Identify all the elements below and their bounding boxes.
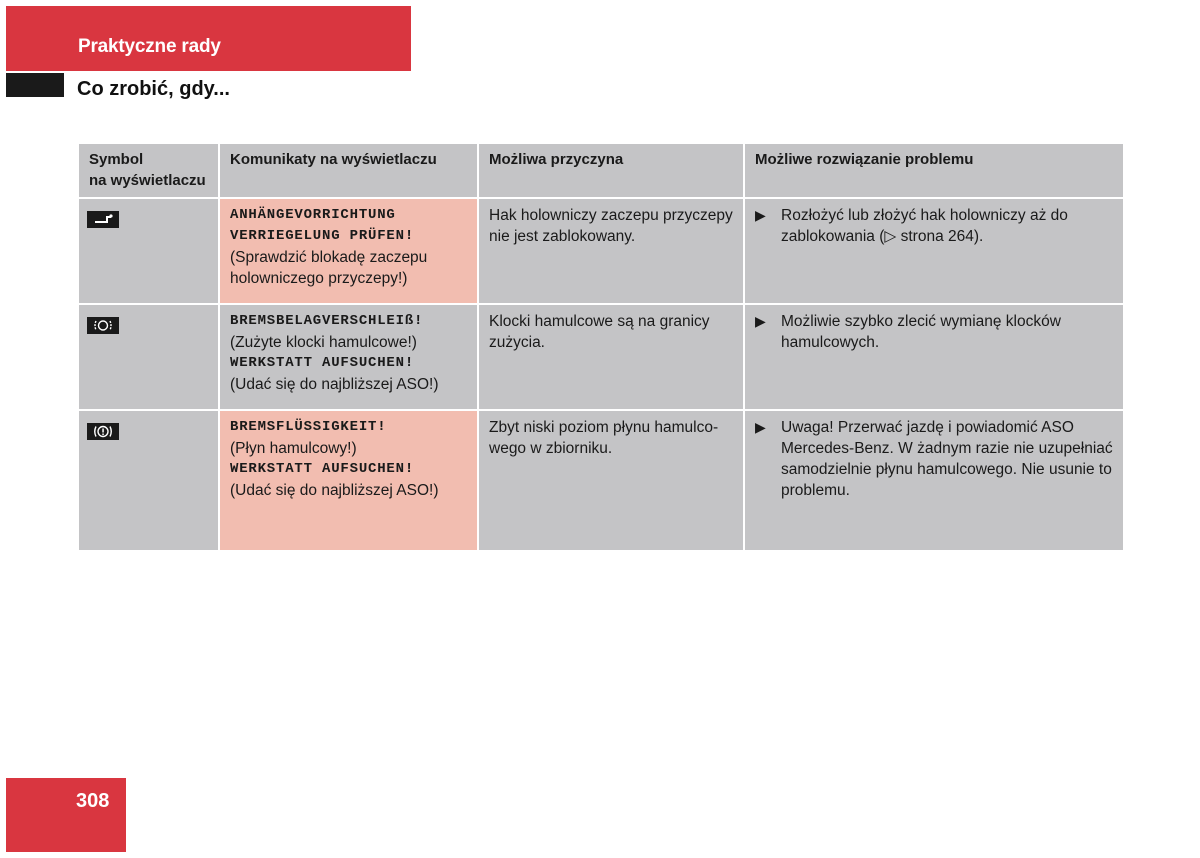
table-row [78,198,1124,304]
message-translation: (Sprawdzić blokadę zaczepu holowniczego przyczepy!) [230,249,428,287]
cause-cell: Hak holowniczy zaczepu przyczepy nie jest zablokowany. [478,198,744,304]
page-subtitle: Co zrobić, gdy... [77,78,230,100]
message-code: BREMSFLÜSSIGKEIT! [230,419,387,435]
subtitle-marker [6,73,64,97]
solution-cell [744,198,1124,304]
cause-cell: Zbyt niski poziom płynu hamulco-wego w zbiorniku. [478,410,744,551]
table-row [78,304,1124,410]
message-translation: (Zużyte klocki hamulcowe!) [230,334,417,351]
message-translation: (Płyn hamulcowy!) [230,440,357,457]
brake-warning-icon [87,423,119,440]
table-row [78,410,1124,551]
solution-text: Uwaga! Przerwać jazdę i powiadomić ASO Mercedes-Benz. W żadnym razie nie uzupełniać samodzielnie płynu hamulcowego. Nie usunie to problemu. [781,419,1113,499]
col-header-cause: Możliwa przyczyna [478,143,744,198]
solution-text: Rozłożyć lub złożyć hak holowniczy aż do zablokowania (▷ strona 264). [781,207,1068,245]
symbol-cell [78,198,219,304]
solution-cell [744,410,1124,551]
solution-cell [744,304,1124,410]
message-translation-2: (Udać się do najbliższej ASO!) [230,482,439,499]
message-cell [219,198,478,304]
message-code-2: WERKSTATT AUFSUCHEN! [230,355,415,371]
section-title: Praktyczne rady [78,36,221,57]
message-code-2: WERKSTATT AUFSUCHEN! [230,461,415,477]
trailer-hitch-icon [87,211,119,228]
message-code: ANHÄNGEVORRICHTUNG VERRIEGELUNG PRÜFEN! [230,207,415,244]
message-cell [219,410,478,551]
bullet-arrow-icon: ▶ [755,419,766,435]
message-code: BREMSBELAGVERSCHLEIß! [230,313,424,329]
symbol-cell [78,410,219,551]
cause-cell: Klocki hamulcowe są na granicy zużycia. [478,304,744,410]
message-translation-2: (Udać się do najbliższej ASO!) [230,376,439,393]
bullet-arrow-icon: ▶ [755,207,766,223]
message-cell [219,304,478,410]
table-header-row [78,143,1124,198]
solution-text: Możliwie szybko zlecić wymianę klocków hamulcowych. [781,313,1061,351]
display-messages-table [77,142,1125,552]
col-header-symbol: Symbol na wyświetlaczu [78,143,219,198]
brake-pad-wear-icon [87,317,119,334]
col-header-message: Komunikaty na wyświetlaczu [219,143,478,198]
col-header-solution: Możliwe rozwiązanie problemu [744,143,1124,198]
page-number: 308 [76,790,110,812]
section-tab [6,6,411,71]
page-number-tab [6,778,126,852]
symbol-cell [78,304,219,410]
bullet-arrow-icon: ▶ [755,313,766,329]
